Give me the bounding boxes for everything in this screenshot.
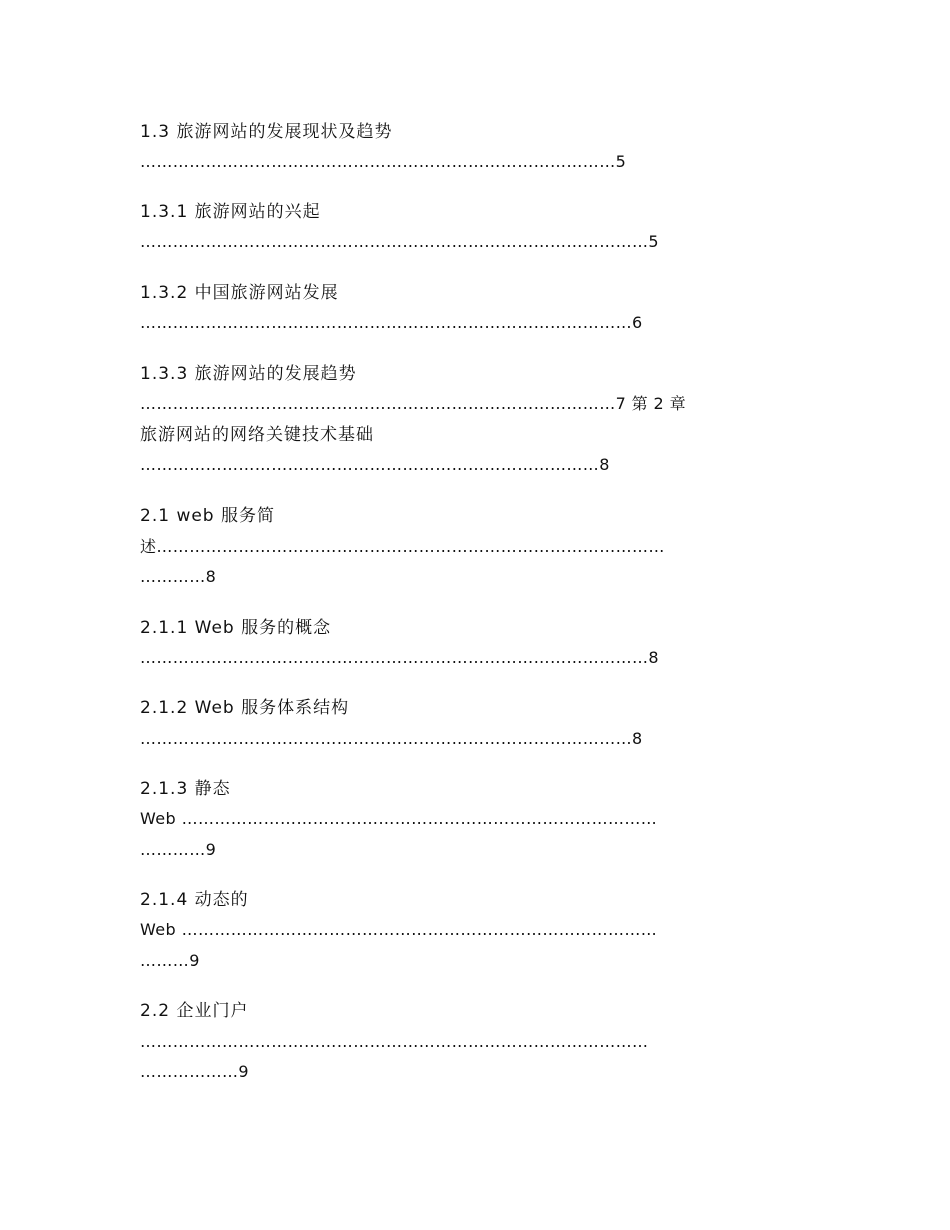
toc-leader-2-1-b: …………8 bbox=[140, 567, 217, 586]
toc-heading-2-1: 2.1 web 服务简 bbox=[140, 506, 275, 526]
toc-leader-1-3-2: ………………………………………………………………………………6 bbox=[140, 313, 643, 332]
toc-heading-1-3: 1.3 旅游网站的发展现状及趋势 bbox=[140, 122, 393, 142]
toc-heading-1-3-3: 1.3.3 旅游网站的发展趋势 bbox=[140, 364, 357, 384]
toc-leader-1-3-1: …………………………………………………………………………………5 bbox=[140, 232, 659, 251]
toc-heading-2-1-3: 2.1.3 静态 bbox=[140, 779, 231, 799]
toc-leader-1-3-3: ……………………………………………………………………………7 第 2 章 bbox=[140, 394, 687, 413]
toc-heading-1-3-2: 1.3.2 中国旅游网站发展 bbox=[140, 283, 339, 303]
toc-heading-chapter-2: 旅游网站的网络关键技术基础 bbox=[140, 425, 374, 445]
toc-leader-2-1-4-a: Web …………………………………………………………………………… bbox=[140, 920, 658, 939]
toc-leader-2-1-3-b: …………9 bbox=[140, 840, 217, 859]
toc-heading-2-1-2: 2.1.2 Web 服务体系结构 bbox=[140, 698, 350, 718]
toc-leader-2-1-3-a: Web …………………………………………………………………………… bbox=[140, 809, 658, 828]
toc-leader-chapter-2: …………………………………………………………………………8 bbox=[140, 455, 610, 474]
toc-leader-2-1-4-b: ………9 bbox=[140, 951, 200, 970]
toc-leader-2-1-1: …………………………………………………………………………………8 bbox=[140, 648, 659, 667]
toc-leader-1-3: ……………………………………………………………………………5 bbox=[140, 152, 627, 171]
toc-heading-2-2: 2.2 企业门户 bbox=[140, 1001, 249, 1021]
toc-heading-1-3-1: 1.3.1 旅游网站的兴起 bbox=[140, 202, 321, 222]
toc-heading-2-1-4: 2.1.4 动态的 bbox=[140, 890, 249, 910]
toc-leader-2-2-a: ………………………………………………………………………………… bbox=[140, 1032, 649, 1051]
toc-leader-2-2-b: ………………9 bbox=[140, 1062, 249, 1081]
toc-leader-2-1-2: ………………………………………………………………………………8 bbox=[140, 729, 643, 748]
toc-leader-2-1-a: 述………………………………………………………………………………… bbox=[140, 537, 665, 556]
toc-heading-2-1-1: 2.1.1 Web 服务的概念 bbox=[140, 618, 332, 638]
